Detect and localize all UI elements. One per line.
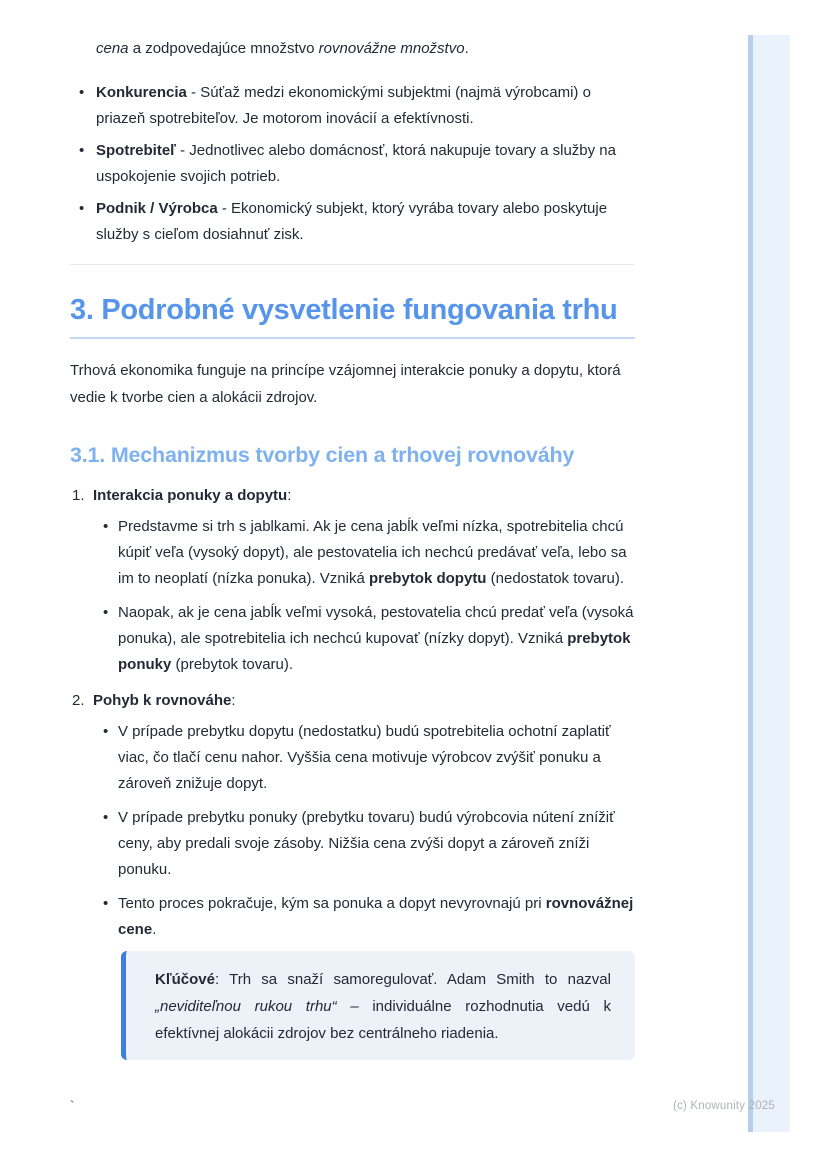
step-title-text: Pohyb k rovnováhe: [93,692,236,709]
section-heading: 3. Podrobné vysvetlenie fungovania trhu [70,291,635,339]
step-title [70,688,635,714]
step-title [70,483,635,509]
bullet-point: • Tento proces pokračuje, kým sa ponuka a dopyt nevyrovnajú pri rovnovážnej cene. [70,891,635,943]
step-bullet-list [70,514,635,678]
numbered-explanation-list [70,483,635,943]
term-item-konkurencia: • Konkurencia - Súťaž medzi ekonomickými subjektmi (najmä výrobcami) o priazeň spotrebiteľov. Je motorom inovácií a efektívnosti. [70,80,635,132]
scrollbar[interactable] [748,35,790,1132]
bullet-point: • V prípade prebytku dopytu (nedostatku) budú spotrebitelia ochotní zaplatiť viac, čo tlačí cenu nahor. Vyššia cena motivuje výrobcov zvýšiť ponuku a zároveň znižuje dopyt. [70,719,635,797]
section-divider [70,264,635,265]
step-item-2 [70,688,635,943]
step-title-text: Interakcia ponuky a dopytu: [93,487,292,504]
step-number: 2. [72,692,85,709]
document-content [70,0,635,1060]
bullet-point: • Predstavme si trh s jablkami. Ak je cena jabĺk veľmi nízka, spotrebitelia chcú kúpiť veľa (vysoký dopyt), ale pestovatelia ich nechcú predávať veľa, lebo sa im to neoplatí (nízka ponuka). Vzniká prebytok dopytu (nedostatok tovaru). [70,514,635,592]
subsection-heading: 3.1. Mechanizmus tvorby cien a trhovej rovnováhy [70,443,575,467]
callout-text: Kľúčové: Trh sa snaží samoregulovať. Adam Smith to nazval „neviditeľnou rukou trhu“ – individuálne rozhodnutia vedú k efektívnej alokácii zdrojov bez centrálneho riadenia. [155,971,611,1042]
copyright-footer: (c) Knowunity 2025 [672,1100,775,1112]
term-item-podnik-vyrobca: • Podnik / Výrobca - Ekonomický subjekt, ktorý vyrába tovary alebo poskytuje služby s cieľom dosiahnuť zisk. [70,196,635,248]
bullet-point: • V prípade prebytku ponuky (prebytku tovaru) budú výrobcovia nútení znížiť ceny, aby predali svoje zásoby. Nižšia cena zvýši dopyt a zároveň zníži ponuku. [70,805,635,883]
key-takeaway-callout [121,951,635,1060]
continued-paragraph: cena a zodpovedajúce množstvo rovnovážne množstvo. [96,40,469,57]
term-item-spotrebitel: • Spotrebiteľ - Jednotlivec alebo domácnosť, ktorá nakupuje tovary a služby na uspokojenie svojich potrieb. [70,138,635,190]
page-corner-mark: ` [70,1098,75,1113]
step-number: 1. [72,487,85,504]
step-item-1 [70,483,635,678]
bullet-point: • Naopak, ak je cena jabĺk veľmi vysoká, pestovatelia chcú predať veľa (vysoká ponuka), ale spotrebitelia ich nechcú kupovať (nízky dopyt). Vzniká prebytok ponuky (prebytok tovaru). [70,600,635,678]
term-definition-list [70,80,635,248]
step-bullet-list [70,719,635,943]
section-intro-paragraph: Trhová ekonomika funguje na princípe vzájomnej interakcie ponuky a dopytu, ktorá vedie k tvorbe cien a alokácii zdrojov. [70,362,621,406]
